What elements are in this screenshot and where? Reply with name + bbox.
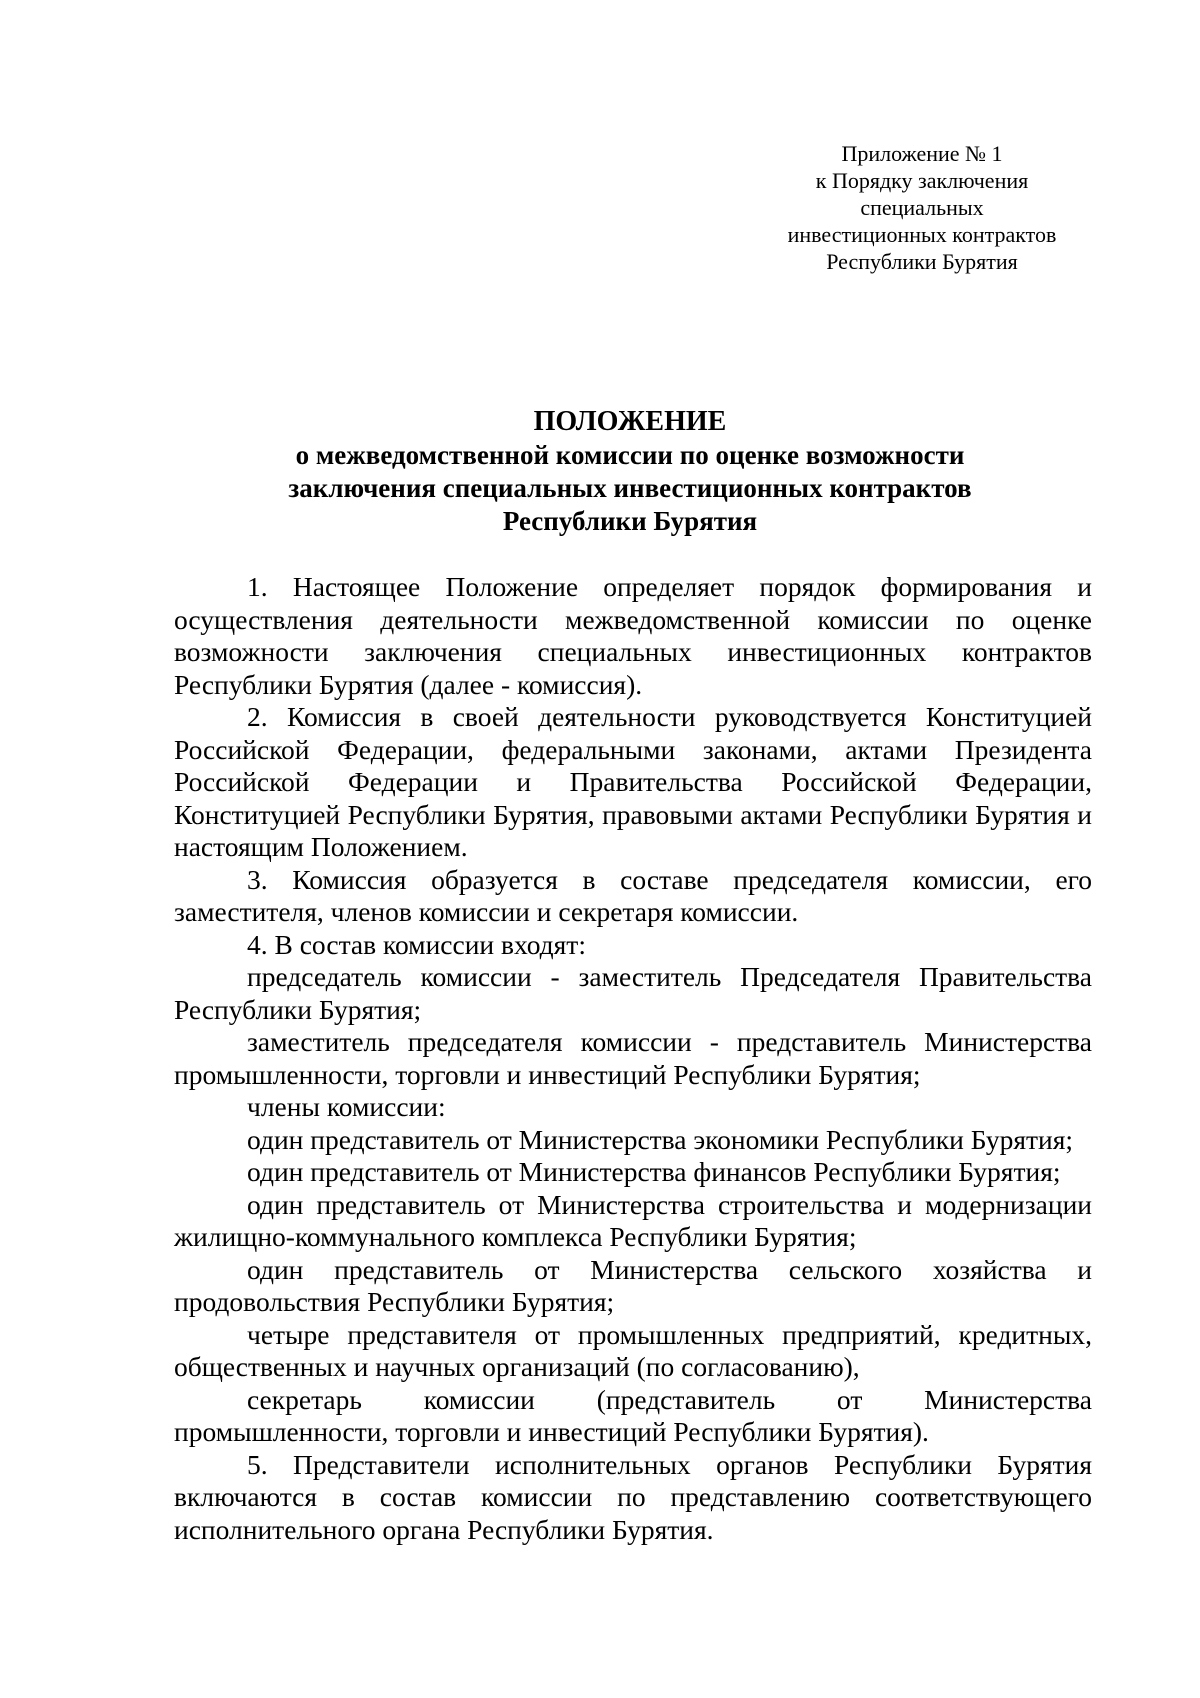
title-subtitle-line: о межведомственной комиссии по оценке возможности: [295, 440, 965, 470]
appendix-line: инвестиционных контрактов: [787, 222, 1057, 247]
document-body: [174, 571, 1092, 1546]
appendix-line: специальных: [860, 195, 984, 220]
document-title: [170, 405, 1090, 538]
title-subtitle-line: заключения специальных инвестиционных контрактов: [288, 473, 972, 503]
list-item-secretary: секретарь комиссии (представитель от Министерства промышленности, торговли и инвестиций Республики Бурятия).: [174, 1383, 1092, 1447]
appendix-line: Республики Бурятия: [826, 249, 1018, 274]
paragraph-3: 3. Комиссия образуется в составе председателя комиссии, его заместителя, членов комиссии и секретаря комиссии.: [174, 863, 1092, 927]
list-item-deputy-chairman: заместитель председателя комиссии - представитель Министерства промышленности, торговли и инвестиций Республики Бурятия;: [174, 1026, 1092, 1090]
title-heading: ПОЛОЖЕНИЕ: [533, 406, 727, 437]
list-item-member-organizations: четыре представителя от промышленных предприятий, кредитных, общественных и научных организаций (по согласованию),: [174, 1318, 1092, 1382]
paragraph-5: 5. Представители исполнительных органов Республики Бурятия включаются в состав комиссии по представлению соответствующего исполнительного органа Республики Бурятия.: [174, 1448, 1092, 1545]
appendix-reference: [752, 140, 1092, 275]
paragraph-2: 2. Комиссия в своей деятельности руководствуется Конституцией Российской Федерации, федеральными законами, актами Президента Российской Федерации и Правительства Российской Федерации, Конституцией Республики Бурятия, правовыми актами Республики Бурятия и настоящим Положением.: [174, 701, 1092, 862]
list-item-member-construction: один представитель от Министерства строительства и модернизации жилищно-коммунального комплекса Республики Бурятия;: [174, 1188, 1092, 1252]
appendix-line: к Порядку заключения: [815, 168, 1029, 193]
list-item-member-agriculture: один представитель от Министерства сельского хозяйства и продовольствия Республики Бурятия;: [174, 1253, 1092, 1317]
appendix-line: Приложение № 1: [841, 141, 1003, 166]
list-item-member-economy: один представитель от Министерства экономики Республики Бурятия;: [247, 1123, 1074, 1155]
list-item-members-heading: члены комиссии:: [247, 1091, 446, 1122]
list-item-chairman: председатель комиссии - заместитель Председателя Правительства Республики Бурятия;: [174, 961, 1092, 1025]
paragraph-4: 4. В состав комиссии входят:: [247, 928, 586, 960]
list-item-member-finance: один представитель от Министерства финансов Республики Бурятия;: [247, 1156, 1061, 1187]
paragraph-1: 1. Настоящее Положение определяет порядок формирования и осуществления деятельности межведомственной комиссии по оценке возможности заключения специальных инвестиционных контрактов Республики Бурятия (далее - комиссия).: [174, 571, 1092, 700]
title-subtitle-line: Республики Бурятия: [502, 506, 758, 536]
